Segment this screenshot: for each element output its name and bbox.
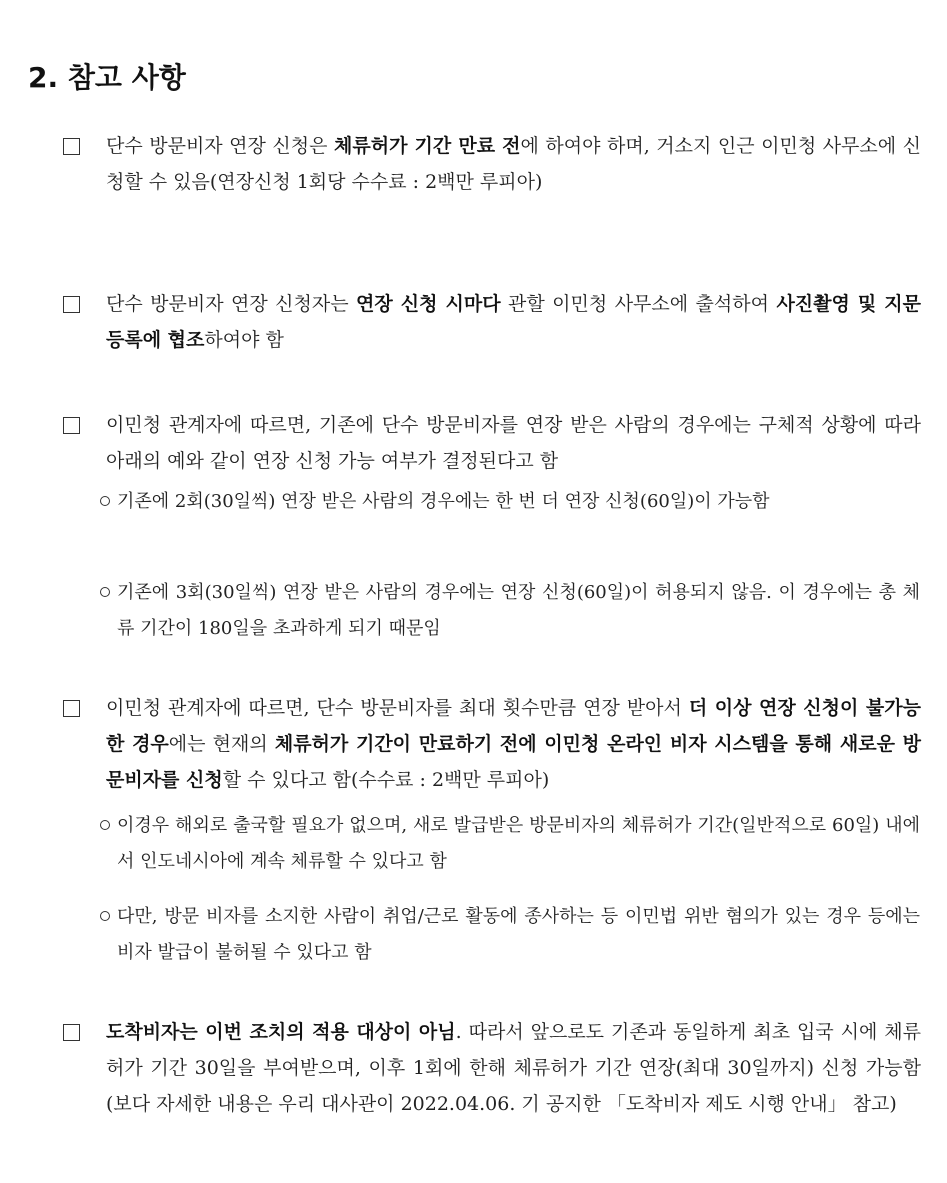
sub-item-text: 다만, 방문 비자를 소지한 사람이 취업/근로 활동에 종사하는 등 이민법 위반 혐의가 있는 경우 등에는 비자 발급이 불허될 수 있다고 함	[117, 906, 920, 963]
checkbox-square-icon	[63, 700, 80, 717]
sub-item	[100, 899, 920, 971]
checkbox-square-icon	[63, 1024, 80, 1041]
list-item	[63, 690, 921, 798]
list-item-text: 이민청 관계자에 따르면, 기존에 단수 방문비자를 연장 받은 사람의 경우에는 구체적 상황에 따라 아래의 예와 같이 연장 신청 가능 여부가 결정된다고 함	[106, 414, 921, 472]
circle-bullet-icon	[100, 587, 110, 597]
sub-item	[100, 808, 920, 880]
sub-item	[100, 484, 920, 520]
list-item	[63, 407, 921, 479]
list-item	[63, 286, 921, 358]
section-heading: 2. 참고 사항	[28, 61, 186, 94]
checkbox-square-icon	[63, 138, 80, 155]
list-item-text: 단수 방문비자 연장 신청은 체류허가 기간 만료 전에 하여야 하며, 거소지 인근 이민청 사무소에 신청할 수 있음(연장신청 1회당 수수료 : 2백만 루피아)	[106, 135, 922, 193]
list-item-text: 단수 방문비자 연장 신청자는 연장 신청 시마다 관할 이민청 사무소에 출석하여 사진촬영 및 지문 등록에 협조하여야 함	[106, 293, 921, 351]
circle-bullet-icon	[100, 820, 110, 830]
checkbox-square-icon	[63, 417, 80, 434]
sub-item-text: 기존에 3회(30일씩) 연장 받은 사람의 경우에는 연장 신청(60일)이 허용되지 않음. 이 경우에는 총 체류 기간이 180일을 초과하게 되기 때문임	[117, 582, 920, 639]
circle-bullet-icon	[100, 496, 110, 506]
list-item	[63, 1014, 921, 1122]
list-item	[63, 128, 921, 200]
circle-bullet-icon	[100, 911, 110, 921]
sub-item-text: 이경우 해외로 출국할 필요가 없으며, 새로 발급받은 방문비자의 체류허가 기간(일반적으로 60일) 내에서 인도네시아에 계속 체류할 수 있다고 함	[117, 815, 920, 872]
list-item-text: 이민청 관계자에 따르면, 단수 방문비자를 최대 횟수만큼 연장 받아서 더 이상 연장 신청이 불가능한 경우에는 현재의 체류허가 기간이 만료하기 전에 이민청 온라인 비자 시스템을 통해 새로운 방문비자를 신청할 수 있다고 함(수수료 : 2백만 루피아)	[106, 697, 921, 791]
sub-item	[100, 575, 920, 647]
list-item-text: 도착비자는 이번 조치의 적용 대상이 아님. 따라서 앞으로도 기존과 동일하게 최초 입국 시에 체류허가 기간 30일을 부여받으며, 이후 1회에 한해 체류허가 기간 연장(최대 30일까지) 신청 가능함 (보다 자세한 내용은 우리 대사관이 2022.04.06. 기 공지한 「도착비자 제도 시행 안내」 참고)	[106, 1021, 922, 1115]
checkbox-square-icon	[63, 296, 80, 313]
sub-item-text: 기존에 2회(30일씩) 연장 받은 사람의 경우에는 한 번 더 연장 신청(60일)이 가능함	[117, 491, 770, 512]
